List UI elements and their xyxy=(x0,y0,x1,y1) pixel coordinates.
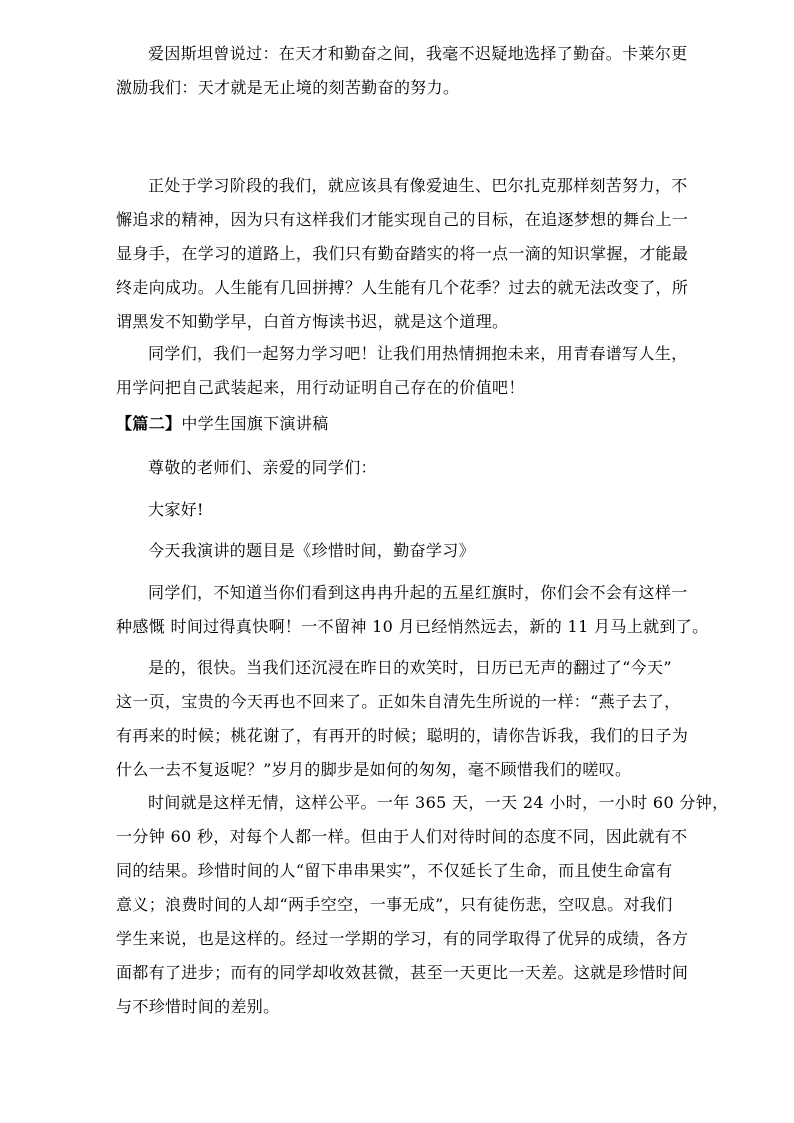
paragraph-line: 正处于学习阶段的我们，就应该具有像爱迪生、巴尔扎克那样刻苦努力，不 xyxy=(148,176,688,195)
paragraph-line: 爱因斯坦曾说过：在天才和勤奋之间，我毫不迟疑地选择了勤奋。卡莱尔更 xyxy=(148,44,688,63)
paragraph-line: 是的，很快。当我们还沉浸在昨日的欢笑时，日历已无声的翻过了“今天” xyxy=(148,658,672,677)
paragraph-line: 什么一去不复返呢？”岁月的脚步是如何的匆匆，毫不顾惜我们的嗟叹。 xyxy=(116,760,632,779)
paragraph-flag xyxy=(116,583,709,651)
paragraph-line: 时间就是这样无情，这样公平。一年 365 天，一天 24 小时，一小时 60 分钟， xyxy=(148,793,729,812)
paragraph-line: 终走向成功。人生能有几回拼搏？人生能有几个花季？过去的就无法改变了，所 xyxy=(116,278,689,297)
paragraph-study-stage xyxy=(116,176,689,346)
greeting-line: 尊敬的老师们、亲爱的同学们： xyxy=(148,458,377,477)
paragraph-time-fair xyxy=(116,793,729,1031)
paragraph-line: 学生来说，也是这样的。经过一学期的学习，有的同学取得了优异的成绩，各方 xyxy=(116,929,689,948)
paragraph-line: 同学们，我们一起努力学习吧！让我们用热情拥抱未来，用青春谱写人生， xyxy=(148,344,688,363)
paragraph-line: 谓黑发不知勤学早，白首方悔读书迟，就是这个道理。 xyxy=(116,312,509,331)
paragraph-line: 与不珍惜时间的差别。 xyxy=(116,997,280,1016)
paragraph-line: 激励我们：天才就是无止境的刻苦勤奋的努力。 xyxy=(116,78,460,97)
greeting xyxy=(116,458,681,492)
paragraph-line: 同学们，不知道当你们看到这冉冉升起的五星红旗时，你们会不会有这样一 xyxy=(148,583,688,602)
paragraph-line: 意义；浪费时间的人却“两手空空，一事无成”，只有徒伤悲，空叹息。对我们 xyxy=(116,895,673,914)
paragraph-einstein xyxy=(116,44,688,112)
topic-line: 今天我演讲的题目是《珍惜时间，勤奋学习》 xyxy=(148,541,476,560)
paragraph-time-flies xyxy=(116,658,689,794)
paragraph-line: 一分钟 60 秒，对每个人都一样。但由于人们对待时间的态度不同，因此就有不 xyxy=(116,827,688,846)
paragraph-line: 懈追求的精神，因为只有这样我们才能实现自己的目标，在追逐梦想的舞台上一 xyxy=(116,210,689,229)
hello-line: 大家好! xyxy=(148,500,204,519)
hello xyxy=(116,500,681,534)
paragraph-line: 面都有了进步；而有的同学却收效甚微，甚至一天更比一天差。这就是珍惜时间 xyxy=(116,963,689,982)
paragraph-line: 这一页，宝贵的今天再也不回来了。正如朱自清先生所说的一样：“燕子去了， xyxy=(116,692,681,711)
section-bracket-label: 【篇二】 xyxy=(116,414,182,433)
section-title: 中学生国旗下演讲稿 xyxy=(181,414,329,433)
paragraph-line: 显身手，在学习的道路上，我们只有勤奋踏实的将一点一滴的知识掌握，才能最 xyxy=(116,244,689,263)
paragraph-line: 种感慨 时间过得真快啊！一不留神 10 月已经悄然远去，新的 11 月马上就到了。 xyxy=(116,617,709,636)
paragraph-line: 用学问把自己武装起来，用行动证明自己存在的价值吧！ xyxy=(116,378,525,397)
paragraph-line: 有再来的时候；桃花谢了，有再开的时候；聪明的，请你告诉我，我们的日子为 xyxy=(116,726,689,745)
paragraph-classmates xyxy=(116,344,688,412)
section-heading xyxy=(116,414,681,448)
paragraph-line: 同的结果。珍惜时间的人“留下串串果实”，不仅延长了生命，而且使生命富有 xyxy=(116,861,673,880)
speech-topic xyxy=(116,541,681,575)
